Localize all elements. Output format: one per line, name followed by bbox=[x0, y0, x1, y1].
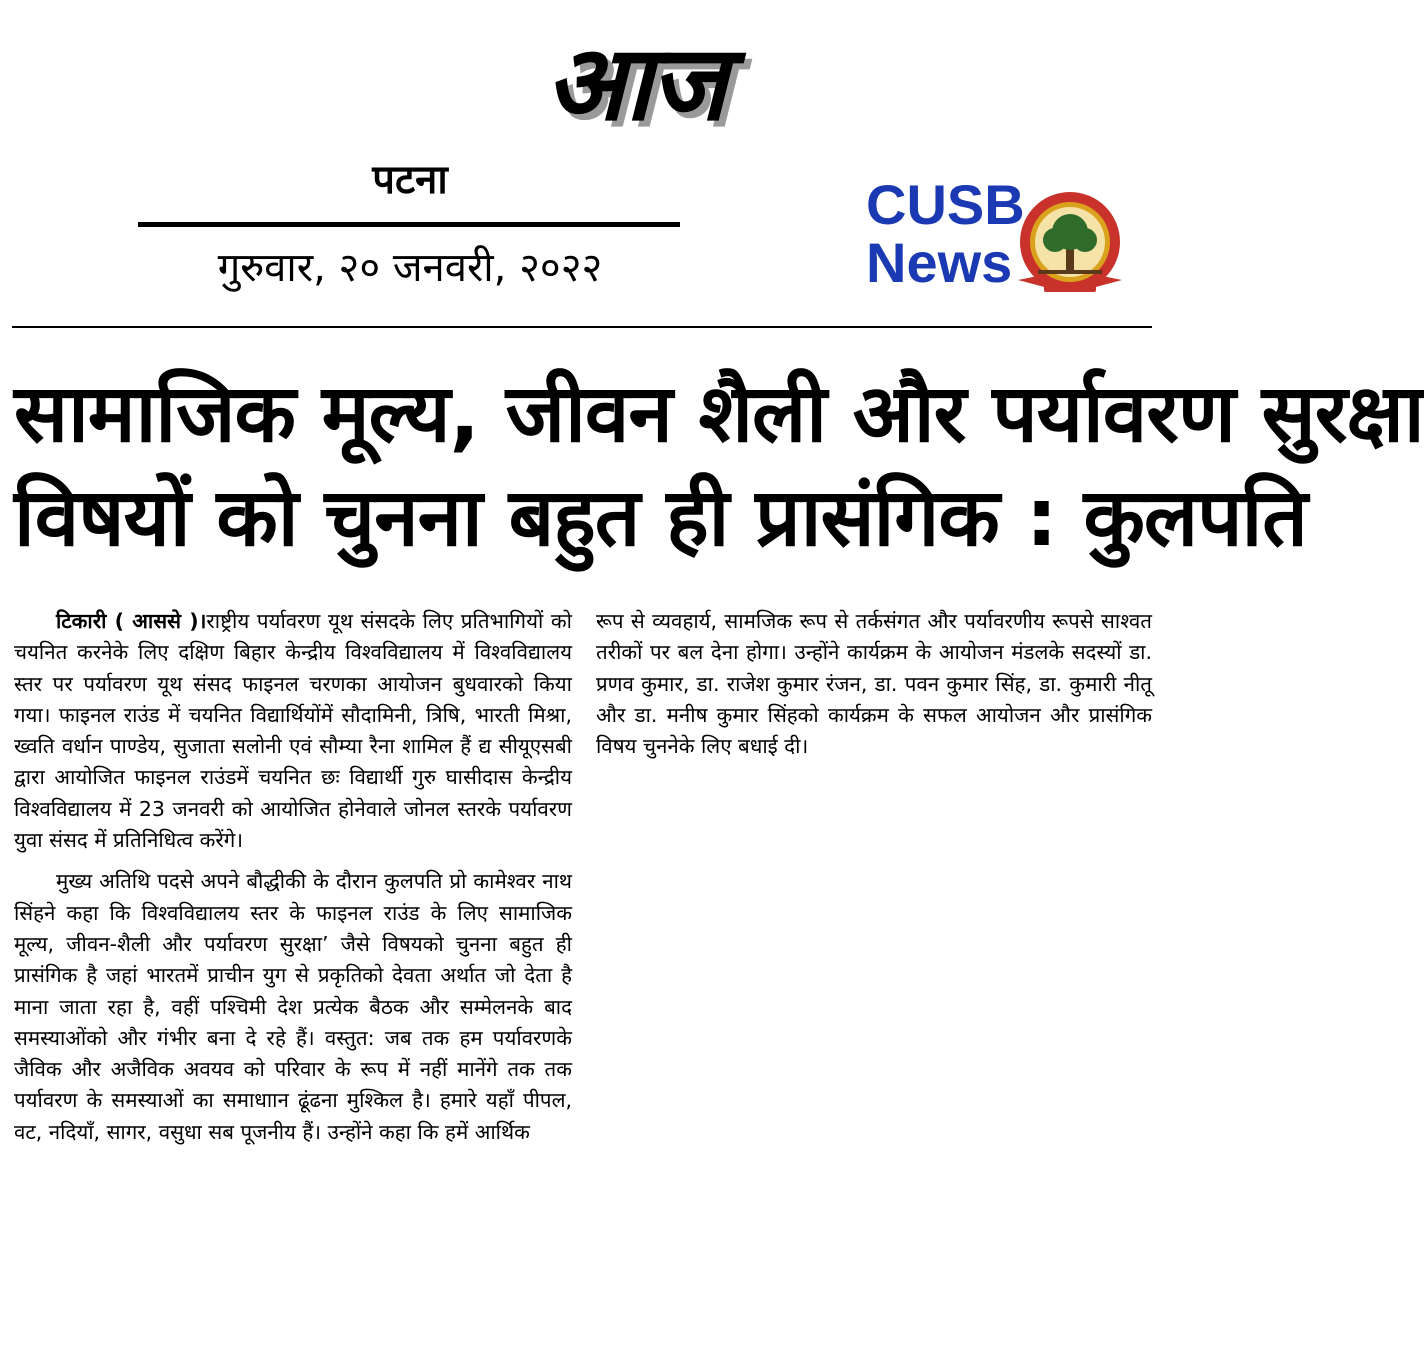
newspaper-masthead-logo bbox=[470, 18, 800, 148]
cusb-seal-tree-icon bbox=[1014, 188, 1126, 300]
cusb-news-badge bbox=[866, 173, 1025, 294]
article-column-right bbox=[596, 606, 1152, 762]
article-column-left bbox=[14, 606, 572, 1148]
article-paragraph-1 bbox=[14, 606, 572, 856]
newspaper-name: आज bbox=[545, 22, 725, 144]
publication-date: गुरुवार, २० जनवरी, २०२२ bbox=[217, 245, 603, 291]
article-paragraph-3: रूप से व्यवहार्य, सामजिक रूप से तर्कसंगत और पर्यावरणीय रूपसे साश्वत तरीकों पर बल देना होगा। उन्होंने कार्यक्रम के आयोजन मंडलके सदस्यों डा. प्रणव कुमार, डा. राजेश कुमार रंजन, डा. पवन कुमार सिंह, डा. कुमारी नीतू और डा. मनीष कुमार सिंहको कार्यक्रम के सफल आयोजन और प्रासंगिक विषय चुननेके लिए बधाई दी। bbox=[596, 609, 1152, 759]
headline-line-1: सामाजिक मूल्य, जीवन शैली और पर्यावरण सुरक्षा bbox=[14, 367, 1424, 460]
edition-city: पटना bbox=[372, 157, 448, 203]
article-headline bbox=[14, 362, 1424, 570]
article-paragraph-2 bbox=[14, 866, 572, 1148]
headline-line-2: विषयों को चुनना बहुत ही प्रासंगिक : कुलपति bbox=[14, 471, 1307, 564]
masthead-divider bbox=[138, 222, 680, 227]
header-rule bbox=[12, 326, 1152, 328]
paragraph-2-text: मुख्य अतिथि पदसे अपने बौद्धीकी के दौरान कुलपति प्रो कामेश्वर नाथ सिंहने कहा कि विश्वविद्यालय स्तर के फाइनल राउंड के लिए सामाजिक मूल्य, जीवन-शैली और पर्यावरण सुरक्षा’ जैसे विषयको चुनना बहुत ही प्रासंगिक है जहां भारतमें प्राचीन युग से प्रकृतिको देवता अर्थात जो देता है माना जाता रहा है, वहीं पश्चिमी देश प्रत्येक बैठक और सम्मेलनके बाद समस्याओंको और गंभीर बना दे रहे हैं। वस्तुत: जब तक हम पर्यावरणके जैविक और अजैविक अवयव को परिवार के रूप में नहीं मानेंगे तक तक पर्यावरण के समस्याओं का समाधाान ढूंढना मुश्किल है। हमारे यहाँ पीपल, वट, नदियाँ, सागर, वसुधा सब पूजनीय हैं। उन्होंने कहा कि हमें आर्थिक bbox=[14, 869, 572, 1144]
badge-line-cusb: CUSB bbox=[866, 173, 1025, 236]
dateline: टिकारी ( आससे )। bbox=[56, 609, 207, 633]
badge-line-news: News bbox=[866, 231, 1013, 294]
paragraph-1-text: राष्ट्रीय पर्यावरण यूथ संसदके लिए प्रतिभागियों को चयनित करनेके लिए दक्षिण बिहार केन्द्रीय विश्वविद्यालय में विश्वविद्यालय स्तर पर पर्यावरण यूथ संसद फाइनल चरणका आयोजन बुधवारको किया गया। फाइनल राउंड में चयनित विद्यार्थियोंमें सौदामिनी, त्रिषि, भारती मिश्रा, ख्वति वर्धान पाण्डेय, सुजाता सलोनी एवं सौम्या रैना शामिल हैं द्य सीयूएसबी द्वारा आयोजित फाइनल राउंडमें चयनित छः विद्यार्थी गुरु घासीदास केन्द्रीय विश्वविद्यालय में 23 जनवरी को आयोजित होनेवाले जोनल स्तरके पर्यावरण युवा संसद में प्रतिनिधित्व करेंगे। bbox=[14, 609, 572, 853]
